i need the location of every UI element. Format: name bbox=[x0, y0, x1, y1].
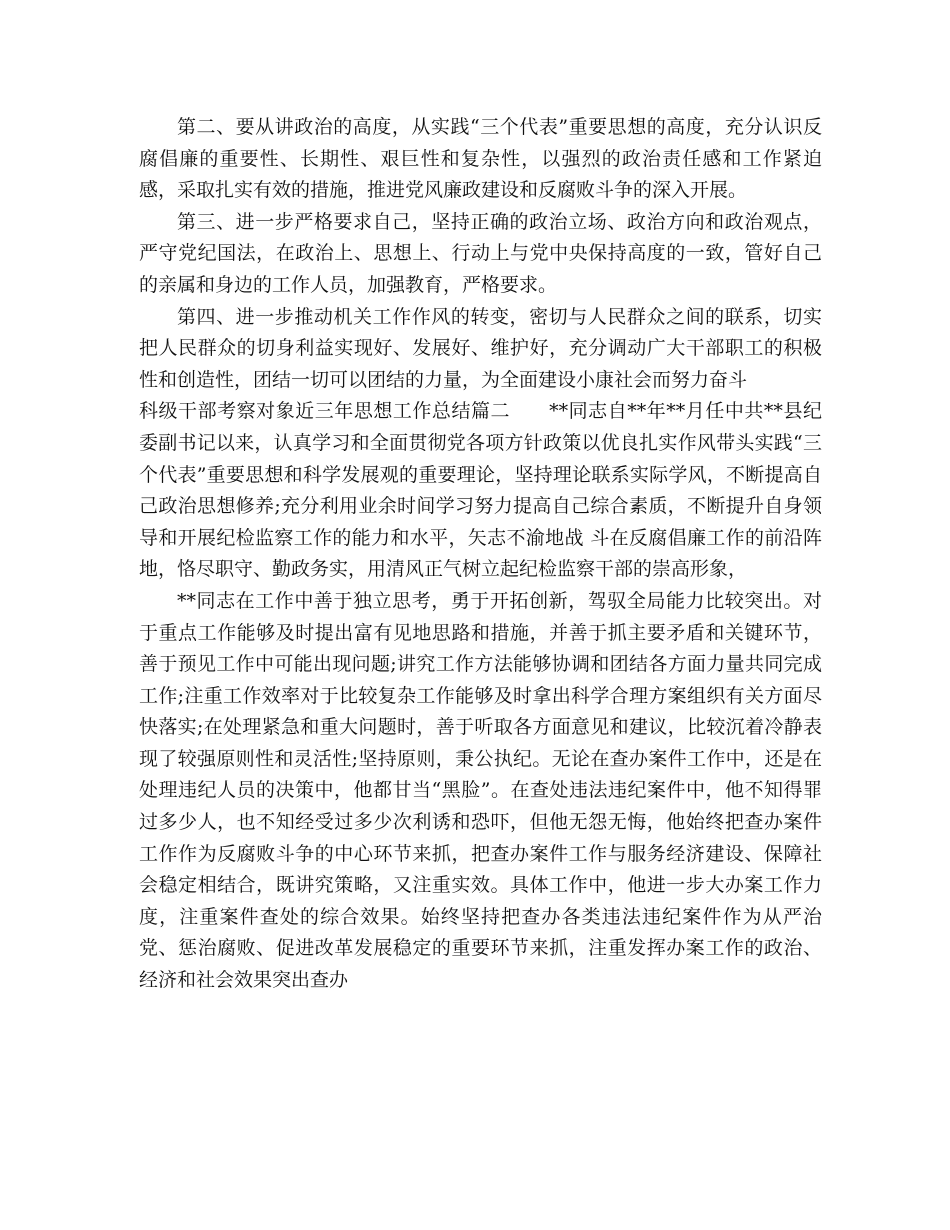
document-body bbox=[139, 112, 822, 997]
paragraph-work-performance: **同志在工作中善于独立思考，勇于开拓创新，驾驭全局能力比较突出。对于重点工作能够及时提出富有见地思路和措施，并善于抓主要矛盾和关键环节，善于预见工作中可能出现问题;讲究工作方法能够协调和团结各方面力量共同完成工作;注重工作效率对于比较复杂工作能够及时拿出科学合理方案组织有关方面尽快落实;在处理紧急和重大问题时，善于听取各方面意见和建议，比较沉着冷静表现了较强原则性和灵活性;坚持原则，秉公执纪。无论在查办案件工作中，还是在处理违纪人员的决策中，他都甘当“黑脸”。在查处违法违纪案件中，他不知得罪过多少人，也不知经受过多少次利诱和恐吓，但他无怨无悔，他始终把查办案件工作作为反腐败斗争的中心环节来抓，把查办案件工作与服务经济建设、保障社会稳定相结合，既讲究策略，又注重实效。具体工作中，他进一步大办案工作力度，注重案件查处的综合效果。始终坚持把查办各类违法违纪案件作为从严治党、惩治腐败、促进改革发展稳定的重要环节来抓，注重发挥办案工作的政治、经济和社会效果突出查办 bbox=[139, 589, 822, 992]
paragraph-second-point: 第二、要从讲政治的高度，从实践“三个代表”重要思想的高度，充分认识反腐倡廉的重要性、长期性、艰巨性和复杂性，以强烈的政治责任感和工作紧迫感，采取扎实有效的措施，推进党风廉政建设和反腐败斗争的深入开展。 bbox=[139, 116, 822, 202]
paragraph-fourth-point: 第四、进一步推动机关工作作风的转变，密切与人民群众之间的联系，切实把人民群众的切身利益实现好、发展好、维护好，充分调动广大干部职工的积极性和创造性，团结一切可以团结的力量，为全面建设小康社会而努力奋斗 bbox=[139, 305, 822, 391]
paragraph-section-two-heading: 科级干部考察对象近三年思想工作总结篇二 **同志自**年**月任中共**县纪委副书记以来，认真学习和全面贯彻党各项方针政策以优良扎实作风带头实践“三个代表”重要思想和科学发展观的重要理论，坚持理论联系实际学风，不断提高自己政治思想修养;充分利用业余时间学习努力提高自己综合素质，不断提升自身领导和开展纪检监察工作的能力和水平，矢志不渝地战 斗在反腐倡廉工作的前沿阵地，恪尽职守、勤政务实，用清风正气树立起纪检监察干部的崇高形象， bbox=[139, 400, 822, 581]
paragraph-third-point: 第三、进一步严格要求自己，坚持正确的政治立场、政治方向和政治观点，严守党纪国法，在政治上、思想上、行动上与党中央保持高度的一致，管好自己的亲属和身边的工作人员，加强教育，严格要求。 bbox=[139, 210, 822, 296]
